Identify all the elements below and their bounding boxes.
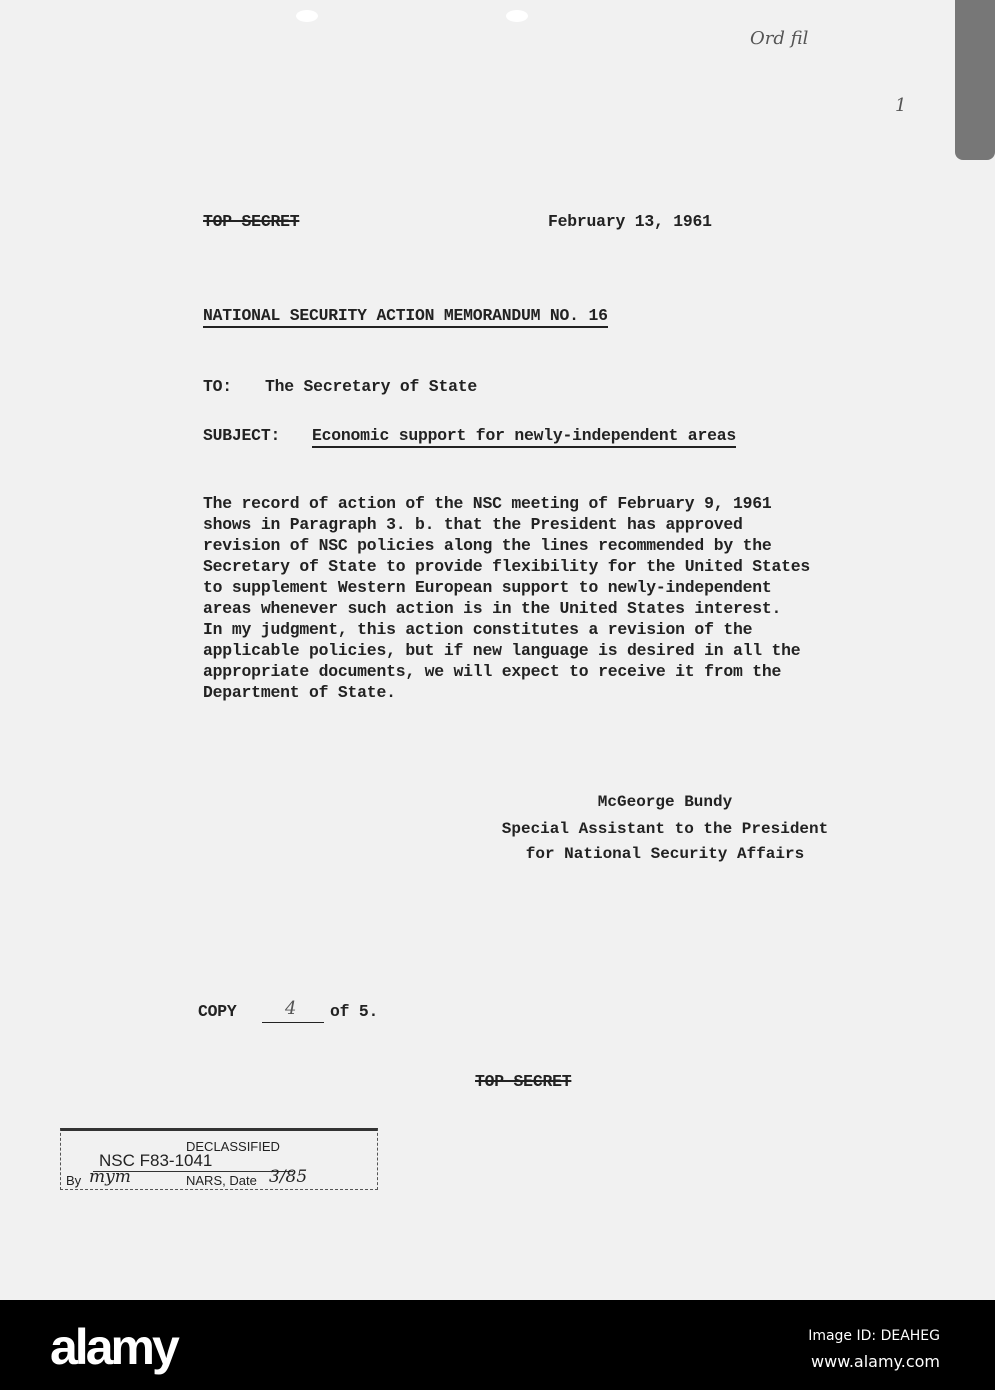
- body-line: areas whenever such action is in the United States interest.: [203, 599, 782, 618]
- body-line: Department of State.: [203, 683, 396, 702]
- body-line: In my judgment, this action constitutes a revision of the: [203, 620, 753, 639]
- handwritten-note: Ord fil: [750, 28, 809, 49]
- image-id: Image ID: DEAHEG: [808, 1328, 940, 1344]
- body-line: revision of NSC policies along the lines recommended by the: [203, 536, 772, 555]
- memo-body: [203, 493, 810, 703]
- memo-title: NATIONAL SECURITY ACTION MEMORANDUM NO. 16: [203, 306, 608, 328]
- stamp-initials: mym: [89, 1167, 131, 1187]
- to-value: The Secretary of State: [265, 377, 477, 396]
- copy-suffix: of 5.: [330, 1002, 379, 1021]
- page-mark: 1: [895, 95, 907, 116]
- stamp-case-number: NSC F83-1041: [99, 1151, 213, 1170]
- body-line: appropriate documents, we will expect to receive it from the: [203, 662, 782, 681]
- subject-label: SUBJECT:: [203, 426, 281, 445]
- punch-hole: [296, 10, 318, 22]
- memo-date: February 13, 1961: [548, 212, 712, 231]
- stamp-nars-label: NARS, Date: [186, 1173, 257, 1188]
- body-line: The record of action of the NSC meeting of February 9, 1961: [203, 494, 772, 513]
- stamp-title: DECLASSIFIED: [186, 1139, 280, 1154]
- to-label: TO:: [203, 377, 232, 396]
- signature-name: McGeorge Bundy: [597, 793, 733, 811]
- signature-title-2: for National Security Affairs: [525, 845, 805, 863]
- watermark-url: www.alamy.com: [811, 1352, 940, 1371]
- classification-bottom: TOP SECRET: [475, 1072, 572, 1091]
- body-line: applicable policies, but if new language is desired in all the: [203, 641, 801, 660]
- body-line: shows in Paragraph 3. b. that the President has approved: [203, 515, 743, 534]
- stamp-date: 3/85: [269, 1167, 308, 1187]
- copy-prefix: COPY: [198, 1002, 237, 1021]
- classification-top: TOP SECRET: [203, 212, 300, 231]
- watermark-footer: [0, 1300, 995, 1390]
- copy-number: 4: [285, 998, 297, 1019]
- punch-hole: [506, 10, 528, 22]
- subject-value: Economic support for newly-independent areas: [312, 426, 736, 448]
- declassified-stamp: [60, 1128, 378, 1190]
- alamy-logo: alamy: [50, 1319, 177, 1375]
- copy-blank-line: [262, 1022, 324, 1023]
- stamp-by-label: By: [66, 1173, 82, 1188]
- body-line: to supplement Western European support to newly-independent: [203, 578, 772, 597]
- signature-title-1: Special Assistant to the President: [501, 820, 829, 838]
- body-line: Secretary of State to provide flexibility for the United States: [203, 557, 811, 576]
- folder-tab: [955, 0, 995, 160]
